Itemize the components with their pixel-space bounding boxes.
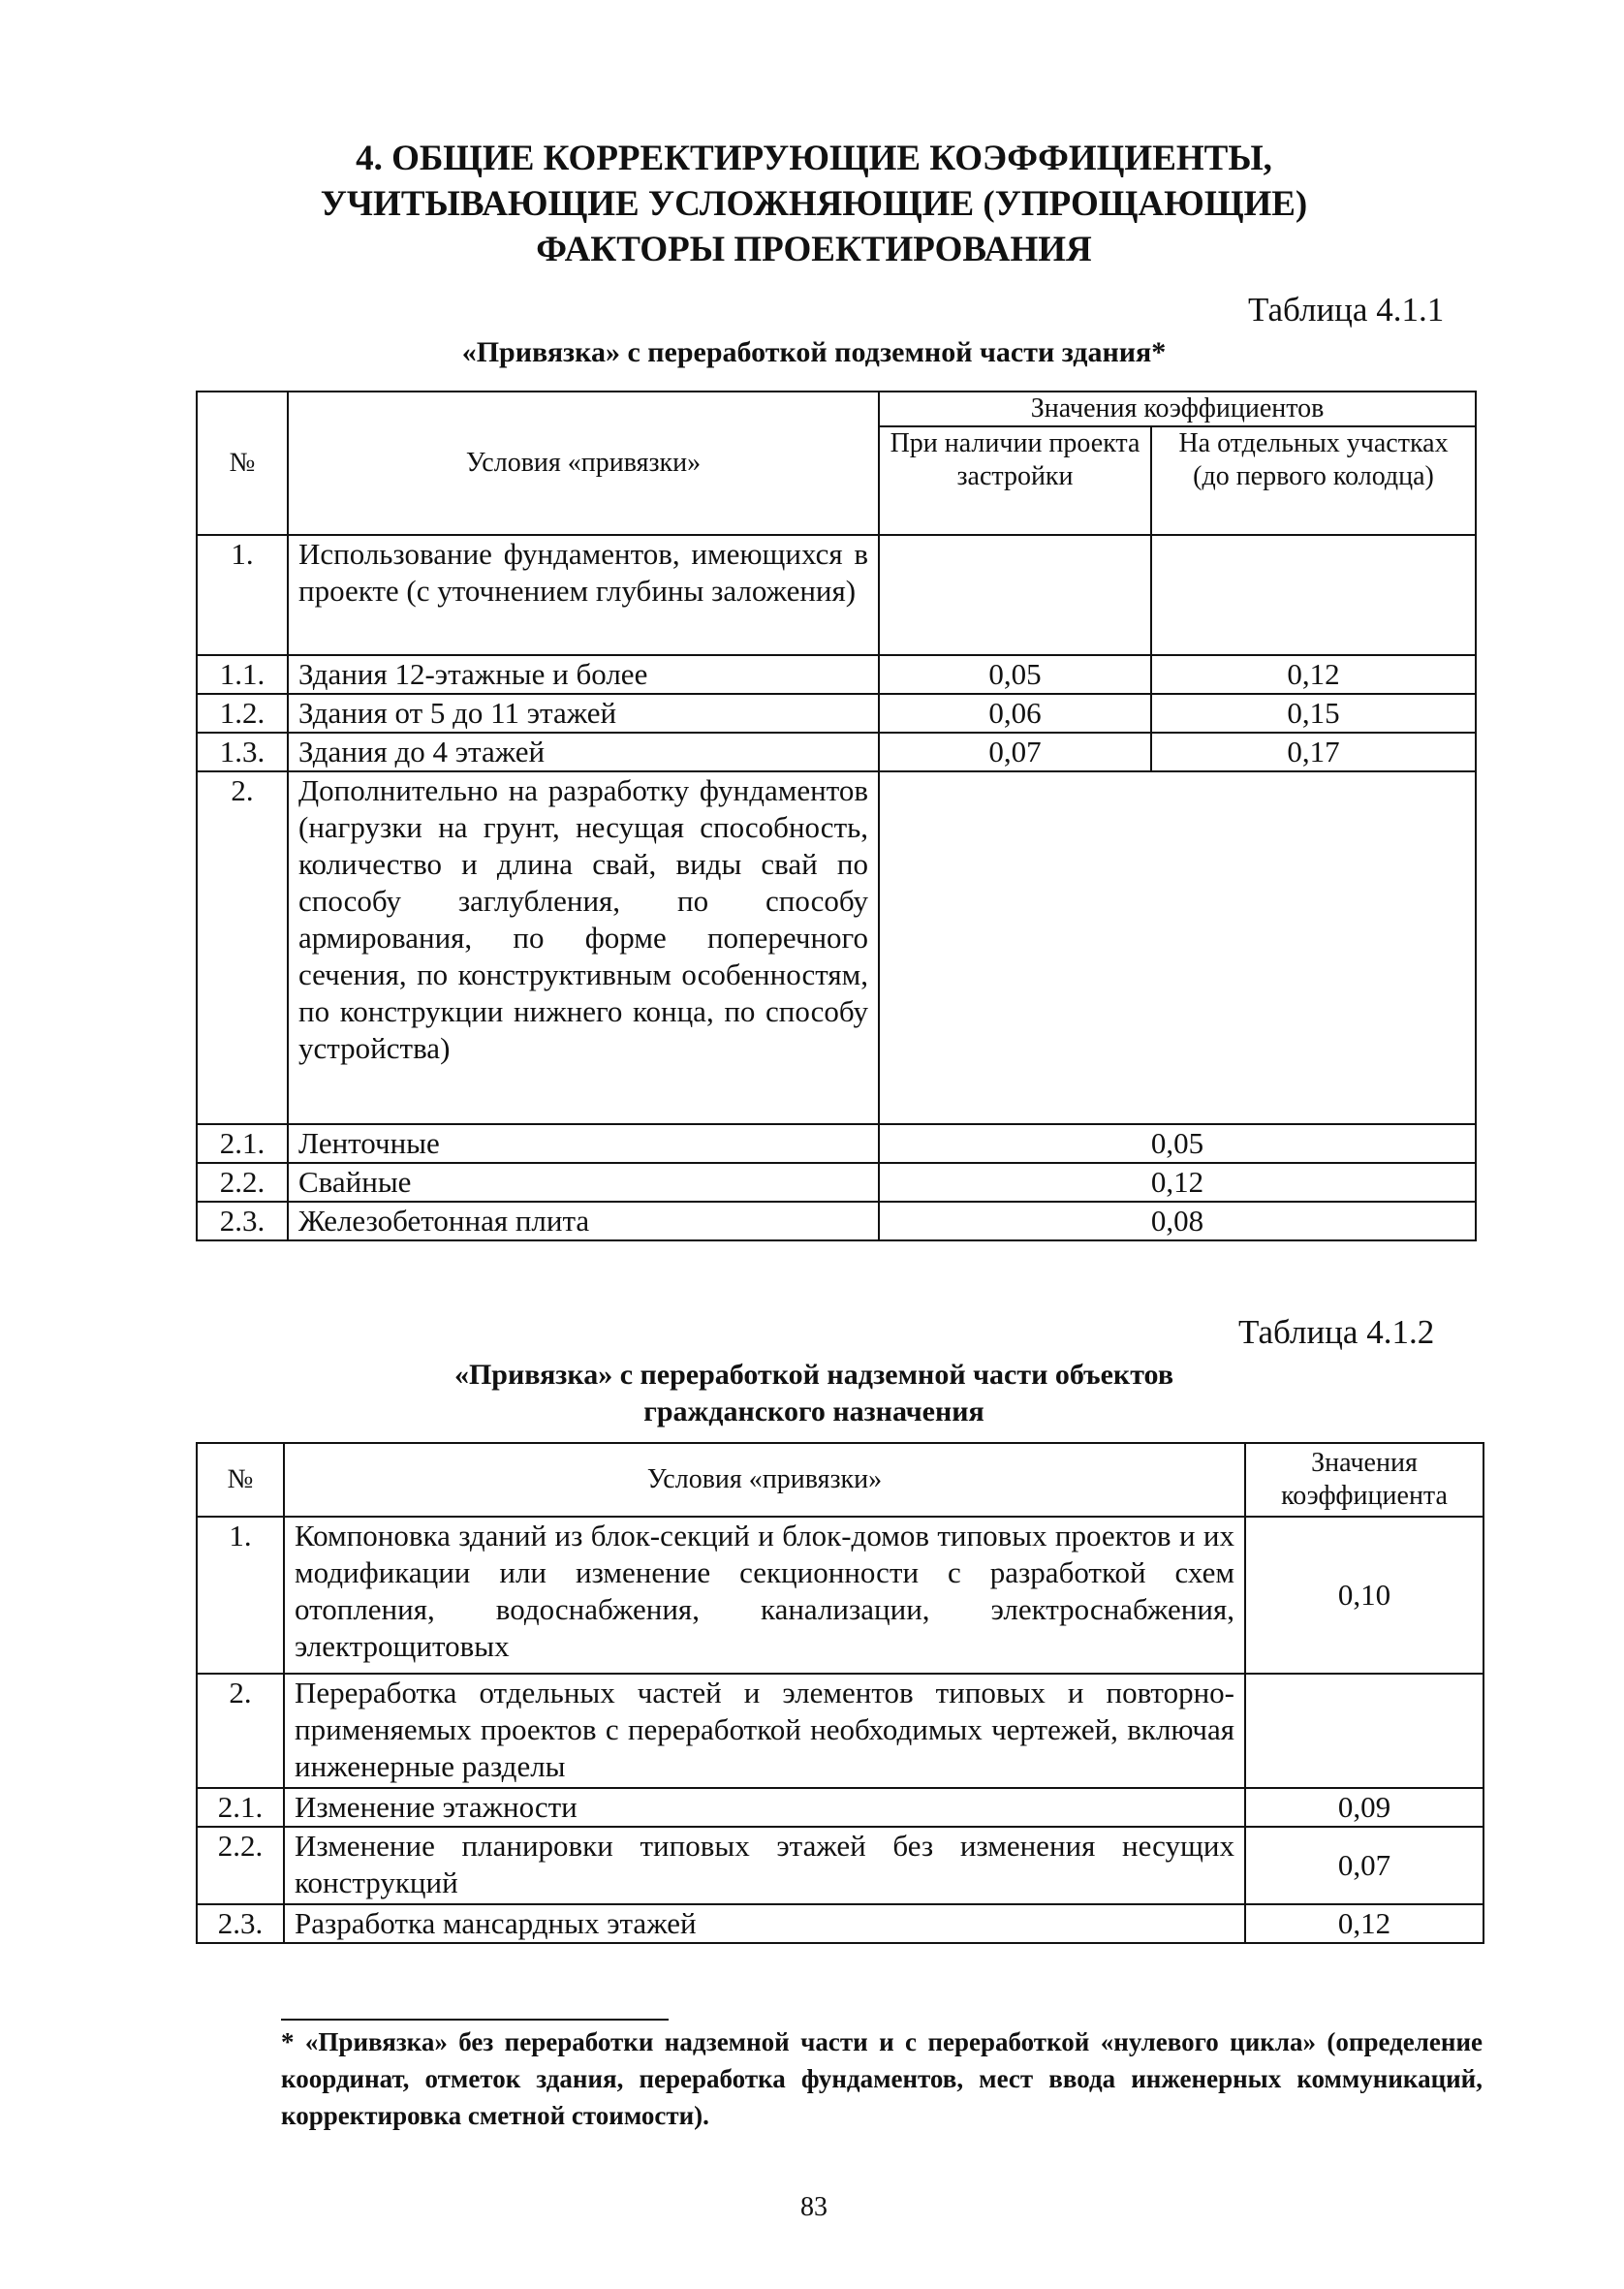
table1-header-values-group: Значения коэффициентов [879, 392, 1476, 426]
row-value: 0,09 [1245, 1788, 1483, 1827]
row-value-separate [1151, 535, 1476, 655]
section-title-line: ФАКТОРЫ ПРОЕКТИРОВАНИЯ [536, 230, 1092, 269]
table2 [196, 1442, 1484, 1944]
footnote-divider [281, 2019, 669, 2021]
table-row [197, 1674, 1483, 1788]
row-condition: Дополнительно на разработку фундаментов (нагрузки на грунт, несущая способность, количество и длина свай, виды свай по способу заглубления, по способу армирования, по форме поперечного сечения, по конструктивным особенностям, по конструкции нижнего конца, по способу устройства) [288, 771, 879, 1124]
table1-header-separate: На отдельных участках (до первого колодца) [1151, 426, 1476, 535]
table-row [197, 771, 1476, 1124]
table-row [197, 535, 1476, 655]
row-value-merged: 0,08 [879, 1202, 1476, 1240]
table-row [197, 1124, 1476, 1163]
row-condition: Разработка мансардных этажей [284, 1904, 1245, 1943]
table2-title-line: гражданского назначения [643, 1395, 984, 1427]
table2-title [291, 1357, 1337, 1430]
row-number: 2. [197, 771, 288, 1124]
row-number: 2.1. [197, 1788, 284, 1827]
row-condition: Изменение планировки типовых этажей без изменения несущих конструкций [284, 1827, 1245, 1904]
table-row [197, 694, 1476, 733]
section-title [242, 136, 1386, 272]
row-number: 2. [197, 1674, 284, 1788]
table-row [197, 733, 1476, 771]
table1 [196, 391, 1477, 1241]
row-number: 1.3. [197, 733, 288, 771]
row-condition: Использование фундаментов, имеющихся в проекте (с уточнением глубины заложения) [288, 535, 879, 655]
table-row [197, 1827, 1483, 1904]
row-value: 0,10 [1245, 1517, 1483, 1674]
table2-title-line: «Привязка» с переработкой надземной части объектов [453, 1359, 1174, 1391]
table2-caption: Таблица 4.1.2 [1238, 1313, 1435, 1351]
row-condition: Компоновка зданий из блок-секций и блок-домов типовых проектов и их модификации или изменение секционности с разработкой схем отопления, водоснабжения, канализации, электроснабжения, электрощитовых [284, 1517, 1245, 1674]
row-value-merged: 0,05 [879, 1124, 1476, 1163]
row-value: 0,12 [1245, 1904, 1483, 1943]
row-number: 1.2. [197, 694, 288, 733]
table2-header-conditions: Условия «привязки» [284, 1443, 1245, 1517]
table1-header-conditions: Условия «привязки» [288, 392, 879, 535]
row-condition: Здания от 5 до 11 этажей [288, 694, 879, 733]
row-value-separate: 0,15 [1151, 694, 1476, 733]
table-row [197, 1517, 1483, 1674]
row-number: 1.1. [197, 655, 288, 694]
row-value-with-project: 0,06 [879, 694, 1151, 733]
table-row [197, 1788, 1483, 1827]
row-value: 0,07 [1245, 1827, 1483, 1904]
row-condition: Переработка отдельных частей и элементов типовых и повторно-применяемых проектов с переработкой необходимых чертежей, включая инженерные разделы [284, 1674, 1245, 1788]
row-condition: Изменение этажности [284, 1788, 1245, 1827]
table2-header-no: № [197, 1443, 284, 1517]
section-title-line: 4. ОБЩИЕ КОРРЕКТИРУЮЩИЕ КОЭФФИЦИЕНТЫ, [356, 139, 1272, 178]
row-value-merged [879, 771, 1476, 1124]
row-condition: Ленточные [288, 1124, 879, 1163]
table1-caption: Таблица 4.1.1 [1248, 291, 1445, 329]
row-value-separate: 0,12 [1151, 655, 1476, 694]
row-value [1245, 1674, 1483, 1788]
page-number: 83 [800, 2192, 828, 2222]
row-condition: Железобетонная плита [288, 1202, 879, 1240]
row-number: 2.2. [197, 1827, 284, 1904]
table-row [197, 1202, 1476, 1240]
row-number: 2.3. [197, 1202, 288, 1240]
row-condition: Свайные [288, 1163, 879, 1202]
table-row [197, 655, 1476, 694]
table1-title: «Привязка» с переработкой подземной части здания* [461, 336, 1167, 368]
row-value-merged: 0,12 [879, 1163, 1476, 1202]
row-condition: Здания до 4 этажей [288, 733, 879, 771]
table-row [197, 1904, 1483, 1943]
row-value-separate: 0,17 [1151, 733, 1476, 771]
row-value-with-project: 0,07 [879, 733, 1151, 771]
row-number: 1. [197, 1517, 284, 1674]
row-number: 2.3. [197, 1904, 284, 1943]
row-number: 1. [197, 535, 288, 655]
row-value-with-project [879, 535, 1151, 655]
row-value-with-project: 0,05 [879, 655, 1151, 694]
footnote: * «Привязка» без переработки надземной части и с переработкой «нулевого цикла» (определение координат, отметок здания, переработка фундаментов, мест ввода инженерных коммуникаций, корректировка сметной стоимости). [281, 2027, 1483, 2130]
row-number: 2.2. [197, 1163, 288, 1202]
row-condition: Здания 12-этажные и более [288, 655, 879, 694]
row-number: 2.1. [197, 1124, 288, 1163]
table1-header-no: № [197, 392, 288, 535]
section-title-line: УЧИТЫВАЮЩИЕ УСЛОЖНЯЮЩИЕ (УПРОЩАЮЩИЕ) [320, 184, 1308, 224]
table2-header-value: Значения коэффициента [1245, 1443, 1483, 1517]
table-row [197, 1163, 1476, 1202]
table1-header-with-project: При наличии проекта застройки [879, 426, 1151, 535]
